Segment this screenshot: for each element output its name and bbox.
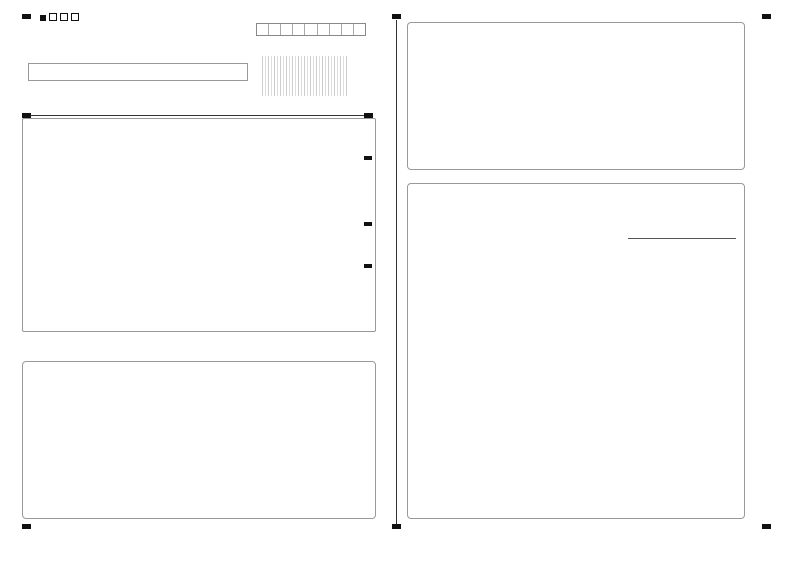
header-squares [40, 13, 79, 23]
registration-mark [392, 524, 401, 529]
section6-box [22, 361, 376, 519]
barcode-area [262, 56, 348, 96]
registration-mark [762, 524, 771, 529]
registration-mark [22, 524, 31, 529]
registration-mark [762, 14, 771, 19]
info-fields-box[interactable] [28, 63, 248, 81]
registration-mark [392, 14, 401, 19]
timing-mark [364, 264, 372, 268]
mc-top-rule [30, 115, 364, 116]
center-divider [396, 20, 397, 524]
timing-mark [364, 156, 372, 160]
mc-answer-area [22, 118, 376, 332]
registration-mark [22, 14, 31, 19]
essay-line[interactable] [628, 238, 736, 239]
timing-mark [364, 222, 372, 226]
section8-box [407, 183, 745, 519]
exam-number-boxes[interactable] [256, 23, 366, 36]
section7-box [407, 22, 745, 170]
